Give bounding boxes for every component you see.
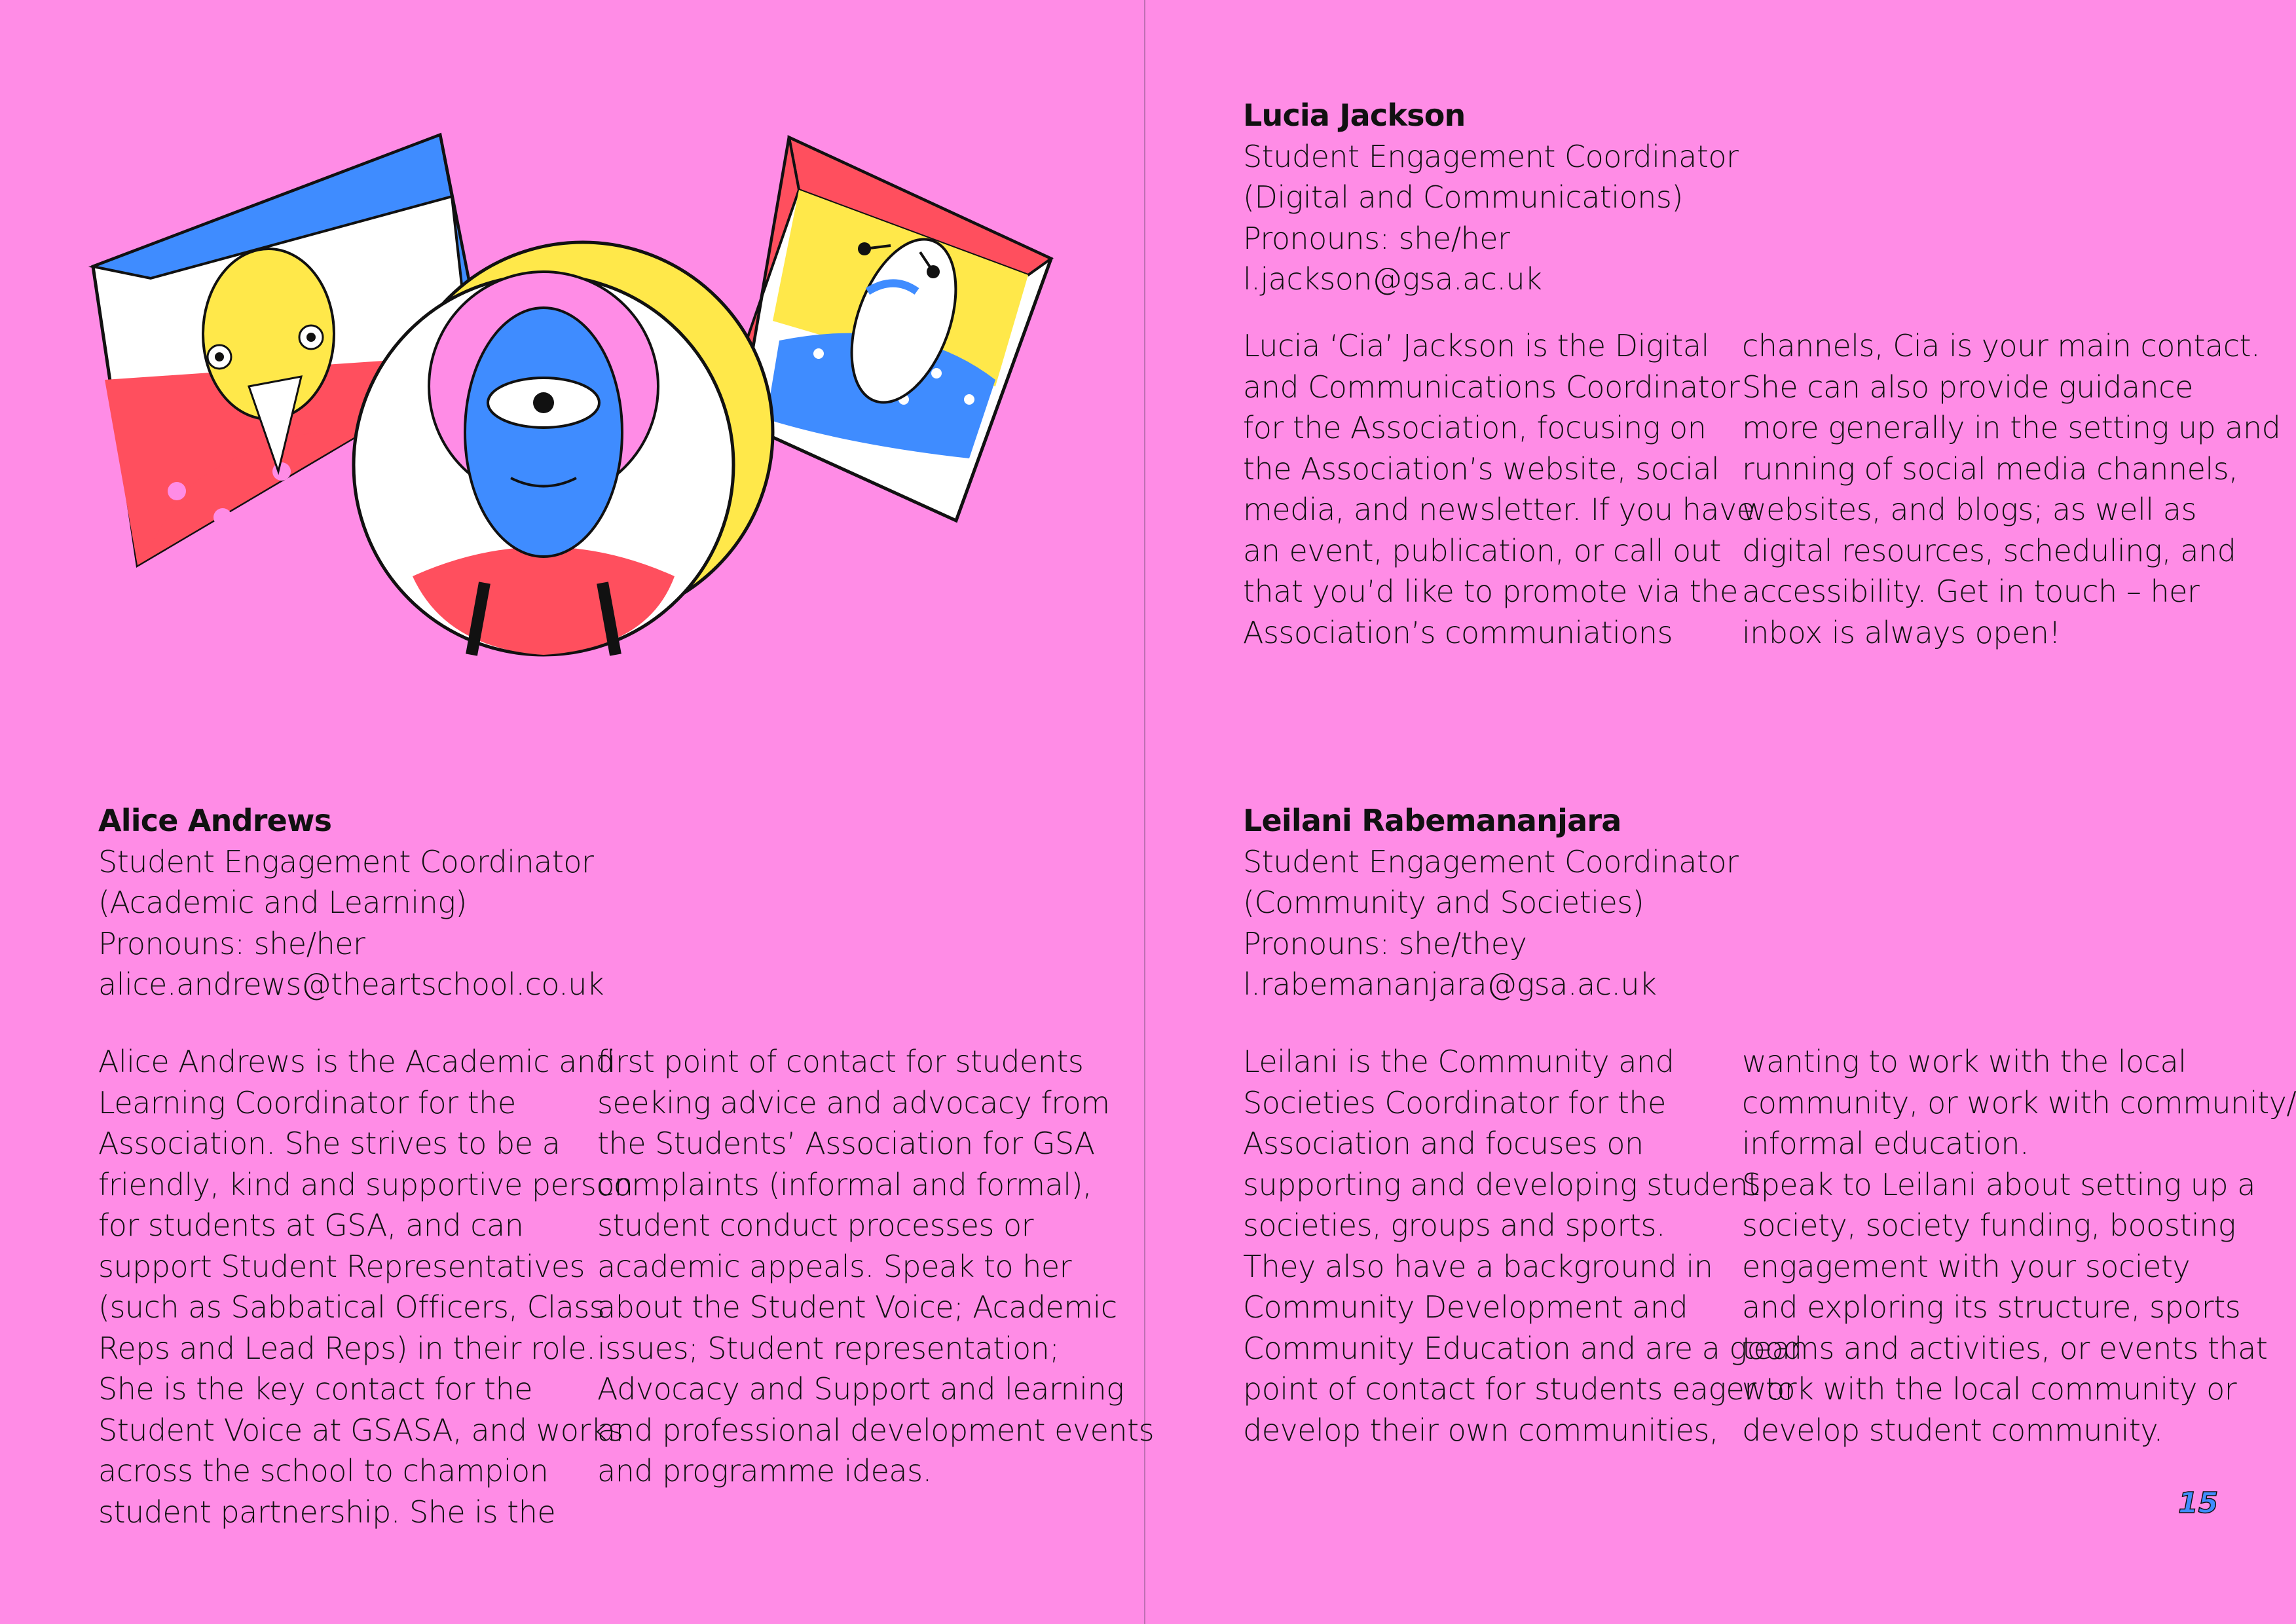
profile-alice-andrews bbox=[98, 800, 604, 1005]
person-pronouns: Pronouns: she/her bbox=[1243, 220, 1510, 256]
bio-lucia-col1: Lucia ‘Cia’ Jackson is the Digital and Communications Coordinator for the Association, focusing on the Association’s website, social media, and newsletter. If you have an event, publication, or call out that you’d like to promote via the Association’s communiations bbox=[1243, 328, 1755, 650]
person-name: Lucia Jackson bbox=[1243, 98, 1466, 133]
person-email[interactable]: l.jackson@gsa.ac.uk bbox=[1243, 261, 1542, 297]
bio-leilani-col2: wanting to work with the local community, or work with community/ informal education. Speak to Leilani about setting up a society, society funding, boosting engagement with your society and exploring its structure, sports teams and activities, or events that work with the local community or develop student community. bbox=[1742, 1044, 2296, 1448]
right-portrait-frame bbox=[740, 138, 1051, 521]
page-number bbox=[2174, 1467, 2219, 1526]
person-role: Student Engagement Coordinator bbox=[1243, 843, 1739, 879]
person-role: Student Engagement Coordinator bbox=[1243, 138, 1739, 174]
person-name: Alice Andrews bbox=[98, 803, 332, 838]
person-role-detail: (Academic and Learning) bbox=[98, 885, 467, 920]
page-number-text: 15 bbox=[2178, 1486, 2219, 1520]
profile-lucia-jackson bbox=[1243, 95, 1738, 300]
person-pronouns: Pronouns: she/they bbox=[1243, 925, 1527, 961]
person-role: Student Engagement Coordinator bbox=[98, 843, 594, 879]
team-illustration bbox=[85, 124, 1061, 740]
person-role-detail: (Community and Societies) bbox=[1243, 885, 1644, 920]
profile-leilani-rabemananjara bbox=[1243, 800, 1738, 1005]
bio-alice-col1: Alice Andrews is the Academic and Learning Coordinator for the Association. She strives to be a friendly, kind and supportive person for students at GSA, and can support Student Representatives (such as Sabbatical Officers, Class Reps and Lead Reps) in their role. She is the key contact for the Student Voice at GSASA, and works across the school to champion student partnership. She is the bbox=[98, 1044, 633, 1530]
person-email[interactable]: alice.andrews@theartschool.co.uk bbox=[98, 967, 604, 1002]
person-role-detail: (Digital and Communications) bbox=[1243, 179, 1683, 215]
person-pronouns: Pronouns: she/her bbox=[98, 925, 365, 961]
person-name: Leilani Rabemananjara bbox=[1243, 803, 1621, 838]
person-email[interactable]: l.rabemananjara@gsa.ac.uk bbox=[1243, 967, 1657, 1002]
bio-lucia-col2: channels, Cia is your main contact. She can also provide guidance more generally in the setting up and running of social media channels, websites, and blogs; as well as digital resources, scheduling, and accessibility. Get in touch – her inbox is always open! bbox=[1742, 328, 2281, 650]
bio-alice-col2: first point of contact for students seeking advice and advocacy from the Students’ Association for GSA complaints (informal and formal), student conduct processes or academic appeals. Speak to her about the Student Voice; Academic issues; Student representation; Advocacy and Support and learning and professional development events and programme ideas. bbox=[597, 1044, 1155, 1488]
bio-leilani-col1: Leilani is the Community and Societies Coordinator for the Association and focuses on supporting and developing student societies, groups and sports. They also have a background in Community Development and Community Education and are a good point of contact for students eager to develop their own communities, bbox=[1243, 1044, 1802, 1448]
